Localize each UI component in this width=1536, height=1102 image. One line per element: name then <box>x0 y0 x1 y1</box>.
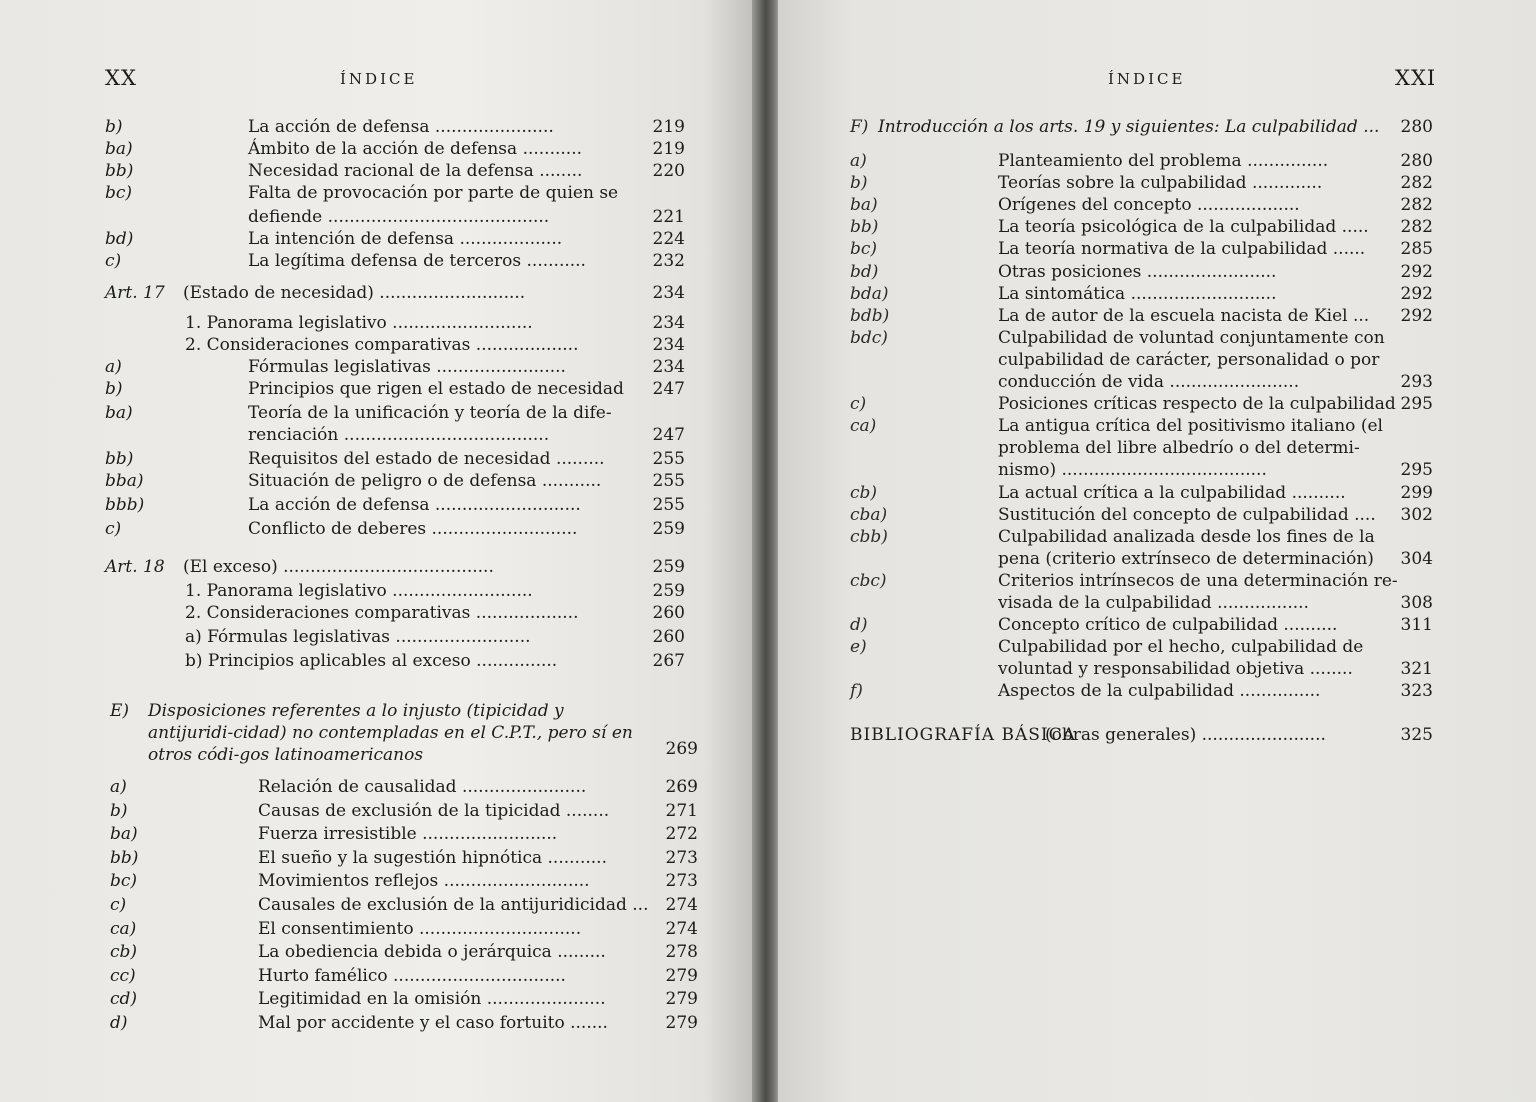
entry-label: a) <box>110 777 127 797</box>
entry-page-number: 278 <box>665 942 698 963</box>
entry-page-number: 219 <box>652 117 685 137</box>
index-entry <box>110 800 698 822</box>
index-entry <box>850 194 1440 216</box>
entry-text: Mal por accidente y el caso fortuito ....... <box>258 1013 608 1033</box>
entry-page-number: 247 <box>652 379 685 399</box>
entry-page-number: 285 <box>1400 239 1433 260</box>
index-entry <box>850 349 1440 371</box>
index-entry <box>105 626 685 648</box>
entry-text: 1. Panorama legislativo .......................... <box>185 313 533 333</box>
entry-text: conducción de vida ........................ <box>998 372 1300 392</box>
entry-page-number: 260 <box>652 627 685 647</box>
entry-text: defiende ......................................... <box>248 207 550 227</box>
entry-text: Legitimidad en la omisión ...................... <box>258 989 606 1010</box>
entry-page-number: 293 <box>1400 372 1433 392</box>
entry-page-number: 308 <box>1400 593 1433 613</box>
entry-page-number: 273 <box>665 871 698 892</box>
entry-label: bd) <box>850 261 879 282</box>
bibliography-label: BIBLIOGRAFÍA BÁSICA <box>850 725 1076 745</box>
entry-text: La antigua crítica del positivismo italiano (el <box>998 416 1383 437</box>
entry-label: c) <box>105 519 122 539</box>
entry-label: Art. 17 <box>105 283 165 303</box>
entry-text: Concepto crítico de culpabilidad .......... <box>998 615 1338 636</box>
section-e-page: 269 <box>665 739 698 759</box>
entry-text: El consentimiento .............................. <box>258 918 582 939</box>
entry-page-number: 282 <box>1400 217 1433 238</box>
entry-page-number: 247 <box>652 425 685 445</box>
entry-text: Movimientos reflejos ........................... <box>258 871 590 892</box>
entry-text: Planteamiento del problema ............... <box>998 151 1329 171</box>
entry-text: Relación de causalidad ....................... <box>258 777 587 797</box>
entry-page-number: 221 <box>652 207 685 227</box>
index-entry <box>105 182 665 204</box>
index-entry <box>850 283 1440 305</box>
entry-label: bdc) <box>850 327 888 348</box>
entry-page-number: 232 <box>652 251 685 271</box>
entry-page-number: 260 <box>652 603 685 623</box>
entry-label: cb) <box>850 482 878 503</box>
index-entry <box>850 614 1440 636</box>
index-entry <box>850 437 1440 459</box>
entry-label: d) <box>850 615 868 636</box>
entry-label: a) <box>105 357 122 377</box>
entry-text: Causales de exclusión de la antijuridicidad ... <box>258 895 649 915</box>
index-entry <box>105 116 685 138</box>
entry-page-number: 302 <box>1400 504 1433 525</box>
entry-page-number: 271 <box>665 800 698 821</box>
index-entry <box>105 556 685 578</box>
entry-page-number: 273 <box>665 847 698 868</box>
entry-label: d) <box>110 1013 128 1033</box>
right-page <box>778 0 1536 1102</box>
entry-page-number: 255 <box>652 471 685 491</box>
index-entry <box>105 494 685 516</box>
entry-text: La legítima defensa de terceros ........... <box>248 251 586 271</box>
entry-page-number: 279 <box>665 965 698 986</box>
section-f-label: F) <box>850 117 869 137</box>
entry-label: bba) <box>105 471 144 491</box>
entry-text: Fuerza irresistible ......................... <box>258 824 558 845</box>
entry-text: problema del libre albedrío o del determi- <box>998 438 1360 459</box>
left-page <box>0 0 765 1102</box>
page-number-left: XX <box>105 66 137 90</box>
index-entry <box>850 371 1440 393</box>
bibliography-entry <box>850 724 1440 746</box>
running-head-left: ÍNDICE <box>340 70 418 88</box>
entry-label: c) <box>110 895 127 915</box>
entry-text: La intención de defensa ................... <box>248 229 563 249</box>
entry-page-number: 220 <box>652 161 685 181</box>
entry-label: bb) <box>110 847 139 868</box>
entry-label: bc) <box>110 871 138 892</box>
entry-page-number: 280 <box>1400 151 1433 171</box>
entry-text: 2. Consideraciones comparativas ................... <box>185 603 579 623</box>
entry-text: Ámbito de la acción de defensa ........... <box>248 139 583 159</box>
entry-page-number: 234 <box>652 357 685 377</box>
index-entry <box>850 393 1440 415</box>
entry-text: La actual crítica a la culpabilidad .......... <box>998 482 1346 503</box>
entry-label: ca) <box>110 918 137 939</box>
entry-page-number: 267 <box>652 651 685 671</box>
index-entry <box>850 415 1440 437</box>
entry-text: Culpabilidad analizada desde los fines de la <box>998 526 1375 547</box>
entry-page-number: 259 <box>652 519 685 539</box>
entry-text: Fórmulas legislativas ........................ <box>248 357 566 377</box>
entry-label: cba) <box>850 504 888 525</box>
entry-text: Culpabilidad de voluntad conjuntamente con <box>998 327 1385 348</box>
section-e-label: E) <box>110 701 130 721</box>
entry-label: ca) <box>850 416 877 437</box>
index-entry <box>850 305 1440 327</box>
entry-page-number: 295 <box>1400 460 1433 481</box>
entry-text: La de autor de la escuela nacista de Kiel ... <box>998 305 1370 326</box>
entry-text: b) Principios aplicables al exceso ............... <box>185 651 558 671</box>
index-entry <box>850 482 1440 504</box>
index-entry <box>110 823 698 845</box>
entry-text: Situación de peligro o de defensa ........... <box>248 471 602 491</box>
index-entry <box>110 1012 698 1034</box>
entry-text: Principios que rigen el estado de necesidad <box>248 379 624 399</box>
entry-label: bdb) <box>850 305 890 326</box>
section-f-text: Introducción a los arts. 19 y siguientes: La culpabilidad ... <box>878 117 1380 137</box>
entry-text: visada de la culpabilidad ................. <box>998 593 1309 613</box>
index-entry <box>105 250 685 272</box>
entry-page-number: 292 <box>1400 261 1433 282</box>
entry-page-number: 299 <box>1400 482 1433 503</box>
entry-text: Requisitos del estado de necesidad ......... <box>248 449 605 469</box>
entry-text: La teoría psicológica de la culpabilidad ..... <box>998 217 1369 238</box>
entry-text: pena (criterio extrínseco de determinación) <box>998 548 1374 569</box>
entry-label: bbb) <box>105 495 145 515</box>
entry-label: ba) <box>105 403 133 423</box>
entry-label: cb) <box>110 942 138 963</box>
entry-text: La obediencia debida o jerárquica ......... <box>258 942 606 963</box>
index-entry <box>105 378 685 400</box>
index-entry <box>850 261 1440 283</box>
entry-label: bc) <box>850 239 878 260</box>
index-entry <box>105 228 685 250</box>
section-f-heading <box>850 116 1440 138</box>
index-entry <box>105 402 665 424</box>
entry-label: ba) <box>105 139 133 159</box>
entry-page-number: 292 <box>1400 283 1433 304</box>
index-entry <box>110 776 698 798</box>
entry-page-number: 274 <box>665 895 698 915</box>
index-entry <box>850 216 1440 238</box>
entry-page-number: 269 <box>665 777 698 797</box>
entry-text: La acción de defensa ...................... <box>248 117 554 137</box>
entry-text: renciación ...................................... <box>248 425 550 445</box>
entry-label: bb) <box>850 217 879 238</box>
page-number-right: XXI <box>1395 66 1437 90</box>
index-entry <box>850 592 1440 614</box>
entry-text: La sintomática ........................... <box>998 283 1277 304</box>
entry-text: Necesidad racional de la defensa ........ <box>248 161 583 181</box>
index-entry <box>110 894 698 916</box>
entry-text: El sueño y la sugestión hipnótica ........... <box>258 847 607 868</box>
entry-text: Posiciones críticas respecto de la culpabilidad <box>998 394 1396 415</box>
entry-page-number: 295 <box>1400 394 1433 415</box>
index-entry <box>105 160 685 182</box>
running-head-right: ÍNDICE <box>1108 70 1186 88</box>
index-entry <box>110 941 698 963</box>
entry-text: Teorías sobre la culpabilidad ............. <box>998 173 1323 194</box>
entry-page-number: 234 <box>652 283 685 303</box>
entry-label: a) <box>850 151 867 171</box>
entry-page-number: 234 <box>652 313 685 333</box>
index-entry <box>850 526 1440 548</box>
entry-text: Aspectos de la culpabilidad ............... <box>998 681 1321 702</box>
entry-page-number: 255 <box>652 495 685 515</box>
entry-text: Criterios intrínsecos de una determinación re- <box>998 570 1398 591</box>
entry-text: voluntad y responsabilidad objetiva ........ <box>998 659 1353 680</box>
entry-label: ba) <box>110 824 138 845</box>
entry-label: bda) <box>850 283 889 304</box>
entry-page-number: 274 <box>665 918 698 939</box>
entry-text: Hurto famélico ................................ <box>258 965 566 986</box>
entry-label: bb) <box>105 449 134 469</box>
entry-text: Culpabilidad por el hecho, culpabilidad de <box>998 637 1364 658</box>
entry-label: cbb) <box>850 526 888 547</box>
entry-text: a) Fórmulas legislativas ......................... <box>185 627 531 647</box>
entry-label: cc) <box>110 965 136 986</box>
index-entry <box>105 138 685 160</box>
entry-label: Art. 18 <box>105 557 165 577</box>
entry-page-number: 282 <box>1400 195 1433 216</box>
index-entry <box>105 334 685 356</box>
entry-page-number: 279 <box>665 989 698 1010</box>
entry-page-number: 259 <box>652 557 685 577</box>
entry-label: e) <box>850 637 867 658</box>
bibliography-text: (obras generales) ....................... <box>1045 725 1326 745</box>
entry-page-number: 321 <box>1400 659 1433 680</box>
index-entry <box>110 988 698 1010</box>
index-entry <box>105 448 685 470</box>
entry-label: b) <box>850 173 868 194</box>
index-entry <box>850 658 1440 680</box>
index-entry <box>850 172 1440 194</box>
index-entry <box>105 470 685 492</box>
index-entry <box>105 206 685 228</box>
entry-label: c) <box>105 251 122 271</box>
index-entry <box>850 150 1440 172</box>
entry-page-number: 282 <box>1400 173 1433 194</box>
entry-label: b) <box>105 379 123 399</box>
entry-page-number: 234 <box>652 335 685 355</box>
entry-label: cbc) <box>850 570 887 591</box>
entry-label: b) <box>105 117 123 137</box>
entry-text: (El exceso) ....................................... <box>183 557 494 577</box>
bibliography-page: 325 <box>1400 725 1433 745</box>
index-entry <box>110 870 698 892</box>
entry-text: La teoría normativa de la culpabilidad ...... <box>998 239 1366 260</box>
index-entry <box>850 570 1440 592</box>
index-entry <box>110 918 698 940</box>
index-entry <box>105 282 685 304</box>
entry-text: Sustitución del concepto de culpabilidad .... <box>998 504 1376 525</box>
entry-page-number: 219 <box>652 139 685 159</box>
entry-text: Teoría de la unificación y teoría de la dife- <box>248 403 612 423</box>
entry-label: f) <box>850 681 863 702</box>
entry-label: b) <box>110 800 128 821</box>
index-entry <box>105 580 685 602</box>
entry-text: nismo) ...................................... <box>998 460 1267 481</box>
entry-page-number: 323 <box>1400 681 1433 702</box>
entry-page-number: 292 <box>1400 305 1433 326</box>
index-entry <box>850 327 1440 349</box>
section-f-page: 280 <box>1400 117 1433 137</box>
entry-text: 1. Panorama legislativo .......................... <box>185 581 533 601</box>
section-e-text: Disposiciones referentes a lo injusto (tipicidad y antijuridi-cidad) no contempladas en el C.P.T., pero sí en otros códi-gos latinoamericanos <box>148 701 633 765</box>
entry-label: bc) <box>105 183 133 203</box>
index-entry <box>105 650 685 672</box>
entry-label: ba) <box>850 195 878 216</box>
index-entry <box>105 602 685 624</box>
index-entry <box>850 459 1440 481</box>
entry-text: Otras posiciones ........................ <box>998 261 1277 282</box>
index-entry <box>850 548 1440 570</box>
index-entry <box>850 238 1440 260</box>
entry-text: culpabilidad de carácter, personalidad o por <box>998 349 1380 370</box>
entry-page-number: 259 <box>652 581 685 601</box>
index-entry <box>105 424 685 446</box>
entry-text: 2. Consideraciones comparativas ................... <box>185 335 579 355</box>
entry-text: Conflicto de deberes ........................... <box>248 519 578 539</box>
index-entry <box>105 312 685 334</box>
entry-label: bd) <box>105 229 134 249</box>
index-entry <box>850 636 1440 658</box>
index-entry <box>110 965 698 987</box>
entry-label: bb) <box>105 161 134 181</box>
entry-page-number: 255 <box>652 449 685 469</box>
entry-label: c) <box>850 394 867 415</box>
index-entry <box>105 518 685 540</box>
entry-page-number: 224 <box>652 229 685 249</box>
entry-page-number: 304 <box>1400 548 1433 569</box>
entry-text: Falta de provocación por parte de quien se <box>248 183 619 203</box>
entry-text: La acción de defensa ........................... <box>248 495 581 515</box>
entry-label: cd) <box>110 989 138 1010</box>
index-entry <box>110 847 698 869</box>
entry-page-number: 279 <box>665 1013 698 1033</box>
entry-text: Orígenes del concepto ................... <box>998 195 1300 216</box>
entry-text: (Estado de necesidad) ........................... <box>183 283 526 303</box>
index-entry <box>850 680 1440 702</box>
index-entry <box>105 356 685 378</box>
entry-text: Causas de exclusión de la tipicidad ........ <box>258 800 610 821</box>
entry-page-number: 311 <box>1400 615 1433 636</box>
index-entry <box>850 504 1440 526</box>
entry-page-number: 272 <box>665 824 698 845</box>
